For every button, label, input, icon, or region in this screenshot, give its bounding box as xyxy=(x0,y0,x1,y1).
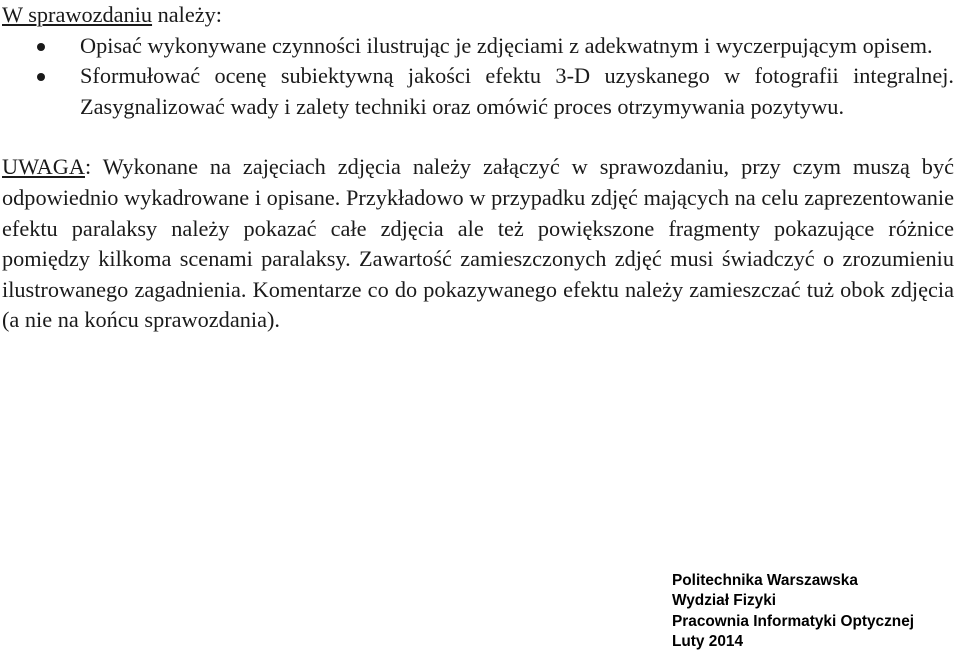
footer-faculty: Wydział Fizyki xyxy=(672,592,777,610)
heading-rest: należy: xyxy=(152,2,222,27)
heading-underlined: W sprawozdaniu xyxy=(2,2,153,27)
footer-university: Politechnika Warszawska xyxy=(672,572,858,589)
bullet-icon xyxy=(37,43,45,51)
note-text: : Wykonane na zajęciach zdjęcia należy załączyć w sprawozdaniu, przy czym muszą być odpowiednio wykadrowane i opisane. Przykładowo w przypadku zdjęć mających na celu zaprezentowanie efektu paralaksy należy pokazać całe zdjęcia ale też powiększone fragmenty pokazujące różnice pomiędzy kilkoma scenami paralaksy. Zawartość zamieszczonych zdjęć musi świadczyć o zrozumieniu ilustrowanego zagadnienia. Komentarze co do pokazywanego efektu należy zamieszczać tuż obok zdjęcia (a nie na końcu sprawozdania). xyxy=(2,154,954,333)
footer-block xyxy=(672,571,960,652)
note-paragraph xyxy=(2,152,954,336)
document-body xyxy=(2,0,954,336)
spacer xyxy=(2,122,954,152)
requirements-list xyxy=(2,31,954,123)
footer-date: Luty 2014 xyxy=(672,632,744,650)
note-label: UWAGA xyxy=(2,154,85,180)
list-item xyxy=(2,31,954,62)
list-item-text: Opisać wykonywane czynności ilustrując je zdjęciami z adekwatnym i wyczerpującym opisem. xyxy=(80,32,933,58)
bullet-icon xyxy=(37,73,45,81)
list-item xyxy=(2,61,954,122)
footer-lab: Pracownia Informatyki Optycznej xyxy=(672,612,915,630)
list-item-text: Sformułować ocenę subiektywną jakości efektu 3-D uzyskanego w fotografii integralnej. Zasygnalizować wady i zalety techniki oraz omówić proces otrzymywania pozytywu. xyxy=(80,63,954,119)
section-heading xyxy=(2,0,954,31)
